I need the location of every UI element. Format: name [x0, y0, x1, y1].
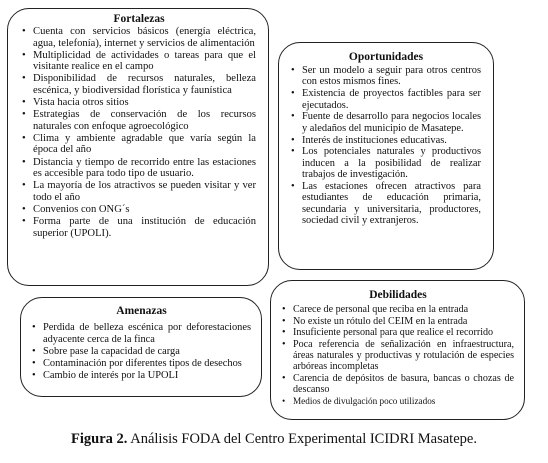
- debilidades-list: [282, 304, 514, 407]
- amenazas-title: Amenazas: [116, 305, 167, 317]
- list-item: • Cambio de interés por la UPOLI: [32, 370, 251, 382]
- list-item: • No existe un rótulo del CEIM en la entrada: [282, 316, 514, 327]
- list-item: • Carencia de depósitos de basura, bancas o chozas de descanso: [282, 373, 514, 395]
- fortalezas-list: [22, 26, 256, 239]
- debilidades-box: [270, 280, 525, 420]
- list-item: • Convenios con ONG´s: [22, 204, 256, 216]
- list-item: • Distancia y tiempo de recorrido entre las estaciones es accesible para todo tipo de usuario.: [22, 157, 256, 180]
- debilidades-title: Debilidades: [369, 289, 427, 301]
- list-item: • Las estaciones ofrecen atractivos para estudiantes de educación primaria, secundaria y universitaria, productores, sociedad civil y extranjeros.: [291, 181, 481, 227]
- fortalezas-box: [7, 8, 269, 286]
- list-item: • Sobre pase la capacidad de carga: [32, 346, 251, 358]
- list-item: • La mayoría de los atractivos se pueden visitar y ver todo el año: [22, 180, 256, 203]
- list-item: • Interés de instituciones educativas.: [291, 135, 481, 146]
- list-item: • Carece de personal que reciba en la entrada: [282, 304, 514, 315]
- list-item: • Insuficiente personal para que realice el recorrido: [282, 327, 514, 338]
- list-item: • Forma parte de una institución de educación superior (UPOLI).: [22, 216, 256, 239]
- list-item: • Existencia de proyectos factibles para ser ejecutados.: [291, 88, 481, 111]
- caption-text: Análisis FODA del Centro Experimental ICIDRI Masatepe.: [127, 431, 477, 447]
- oportunidades-title: Oportunidades: [348, 51, 424, 63]
- list-item: • Ser un modelo a seguir para otros centros con estos mismos fines.: [291, 65, 481, 88]
- list-item: • Perdida de belleza escénica por deforestaciones adyacente cerca de la finca: [32, 322, 251, 345]
- list-item: • Poca referencia de señalización en infraestructura, áreas naturales y productivas y rotulación de especies arbóreas incompletas: [282, 339, 514, 373]
- fortalezas-title: Fortalezas: [113, 13, 165, 25]
- figure-caption: [0, 430, 548, 448]
- list-item: • Cuenta con servicios básicos (energía eléctrica, agua, telefonía), internet y servicios de alimentación: [22, 26, 256, 49]
- list-item: • Fuente de desarrollo para negocios locales y aledaños del municipio de Masatepe.: [291, 111, 481, 134]
- list-item: • Contaminación por diferentes tipos de desechos: [32, 358, 251, 370]
- list-item: • Clima y ambiente agradable que varía según la época del año: [22, 133, 256, 156]
- amenazas-list: [32, 322, 251, 381]
- list-item: • Los potenciales naturales y productivos inducen a la posibilidad de realizar trabajos de investigación.: [291, 146, 481, 180]
- list-item: • Medios de divulgación poco utilizados: [282, 396, 514, 407]
- amenazas-box: [20, 297, 262, 397]
- list-item: • Vista hacia otros sitios: [22, 97, 256, 109]
- oportunidades-list: [291, 65, 481, 227]
- list-item: • Disponibilidad de recursos naturales, belleza escénica, y biodiversidad florística y faunística: [22, 73, 256, 96]
- list-item: • Multiplicidad de actividades o tareas para que el visitante realice en el campo: [22, 50, 256, 73]
- oportunidades-box: [278, 42, 494, 270]
- caption-label: Figura 2.: [71, 431, 128, 447]
- list-item: • Estrategias de conservación de los recursos naturales con enfoque agroecológico: [22, 109, 256, 132]
